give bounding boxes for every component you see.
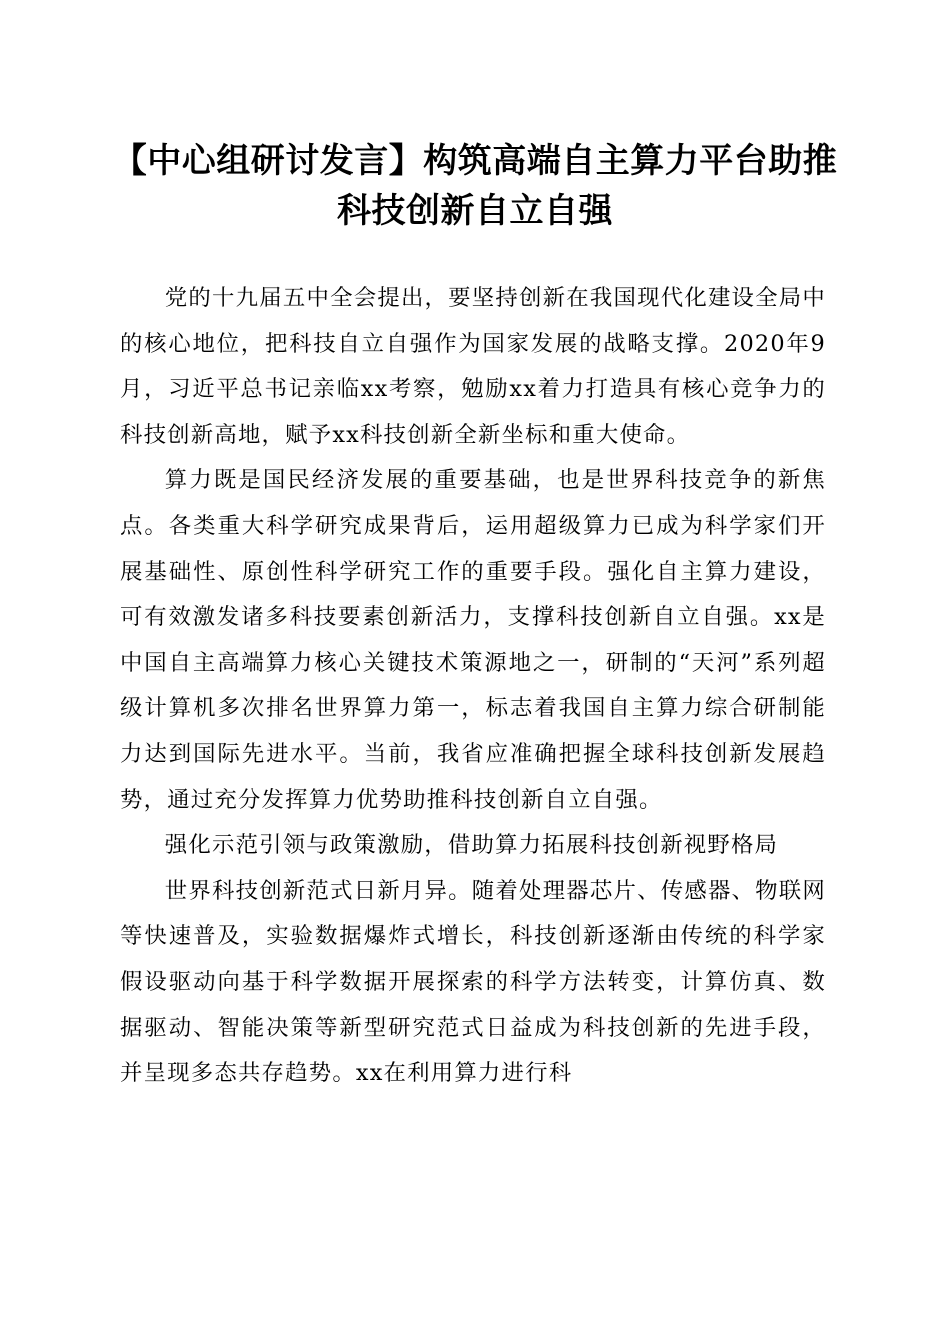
section-heading: 强化示范引领与政策激励，借助算力拓展科技创新视野格局 bbox=[164, 832, 779, 859]
paragraph-intro: 党的十九届五中全会提出，要坚持创新在我国现代化建设全局中的核心地位，把科技自立自强作为国家发展的战略支撑。2020年9月，习近平总书记亲临xx考察，勉励xx着力打造具有核心竞争力的科技创新高地，赋予xx科技创新全新坐标和重大使命。 bbox=[120, 285, 826, 448]
paragraph-computing-power: 算力既是国民经济发展的重要基础，也是世界科技竞争的新焦点。各类重大科学研究成果背后，运用超级算力已成为科学家们开展基础性、原创性科学研究工作的重要手段。强化自主算力建设，可有效激发诸多科技要素创新活力，支撑科技创新自立自强。xx是中国自主高端算力核心关键技术策源地之一，研制的“天河”系列超级计算机多次排名世界算力第一，标志着我国自主算力综合研制能力达到国际先进水平。当前，我省应准确把握全球科技创新发展趋势，通过充分发挥算力优势助推科技创新自立自强。 bbox=[120, 467, 826, 813]
document-title: 【中心组研讨发言】构筑高端自主算力平台助推科技创新自立自强 bbox=[112, 141, 838, 231]
document-body bbox=[120, 276, 826, 1097]
paragraph-research-paradigm: 世界科技创新范式日新月异。随着处理器芯片、传感器、物联网等快速普及，实验数据爆炸式增长，科技创新逐渐由传统的科学家假设驱动向基于科学数据开展探索的科学方法转变，计算仿真、数据驱动、智能决策等新型研究范式日益成为科技创新的先进手段，并呈现多态共存趋势。xx在利用算力进行科 bbox=[120, 877, 826, 1087]
